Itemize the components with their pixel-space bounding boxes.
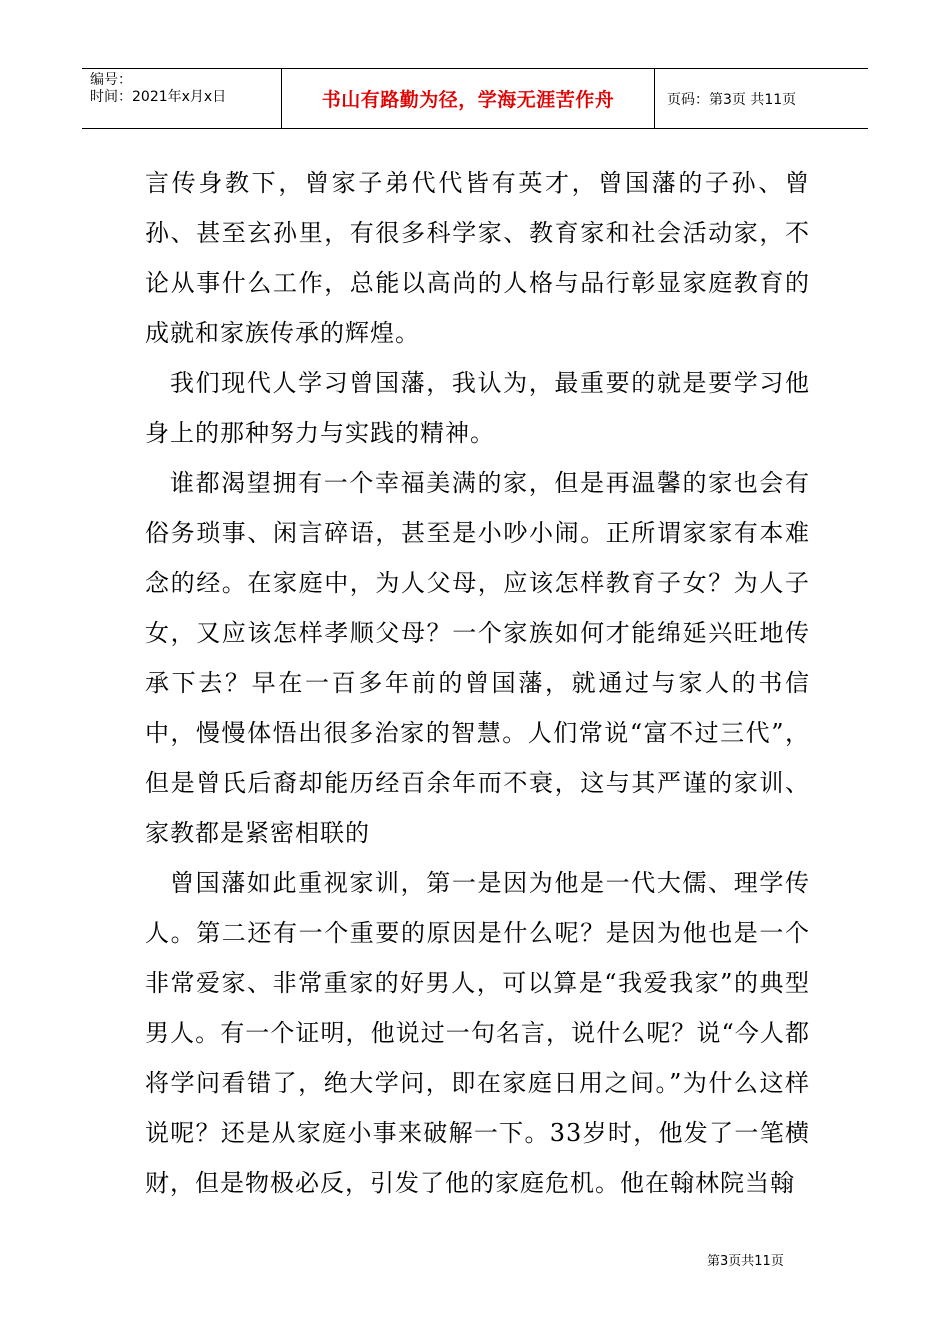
paragraph: 曾国藩如此重视家训，第一是因为他是一代大儒、理学传人。第二还有一个重要的原因是什么呢？是因为他也是一个非常爱家、非常重家的好男人，可以算是“我爱我家”的典型男人。有一个证明，他说过一句名言，说什么呢？说“今人都将学问看错了，绝大学问，即在家庭日用之间。”为什么这样说呢？还是从家庭小事来破解一下。33岁时，他发了一笔横财，但是物极必反，引发了他的家庭危机。他在翰林院当翰 — [145, 869, 810, 1197]
header-motto: 书山有路勤为径，学海无涯苦作舟 — [282, 69, 655, 128]
page-header — [82, 68, 868, 129]
document-number-label: 编号： — [90, 72, 132, 88]
paragraph: 谁都渴望拥有一个幸福美满的家，但是再温馨的家也会有俗务琐事、闲言碎语，甚至是小吵小闹。正所谓家家有本难念的经。在家庭中，为人父母，应该怎样教育子女？为人子女，又应该怎样孝顺父母？一个家族如何才能绵延兴旺地传承下去？早在一百多年前的曾国藩，就通过与家人的书信中，慢慢体悟出很多治家的智慧。人们常说“富不过三代”，但是曾氏后裔却能历经百余年而不衰，这与其严谨的家训、家教都是紧密相联的 — [145, 469, 810, 847]
document-date-label: 时间：2021年x月x日 — [90, 89, 227, 105]
document-body — [145, 158, 810, 1208]
header-page-number: 页码：第3页 共11页 — [667, 91, 797, 108]
page-footer: 第3页共11页 — [707, 1254, 784, 1269]
header-meta — [82, 69, 282, 128]
paragraph: 言传身教下，曾家子弟代代皆有英才，曾国藩的子孙、曾孙、甚至玄孙里，有很多科学家、教育家和社会活动家，不论从事什么工作，总能以高尚的人格与品行彰显家庭教育的成就和家族传承的辉煌。 — [145, 169, 810, 347]
paragraph: 我们现代人学习曾国藩，我认为，最重要的就是要学习他身上的那种努力与实践的精神。 — [145, 369, 810, 447]
